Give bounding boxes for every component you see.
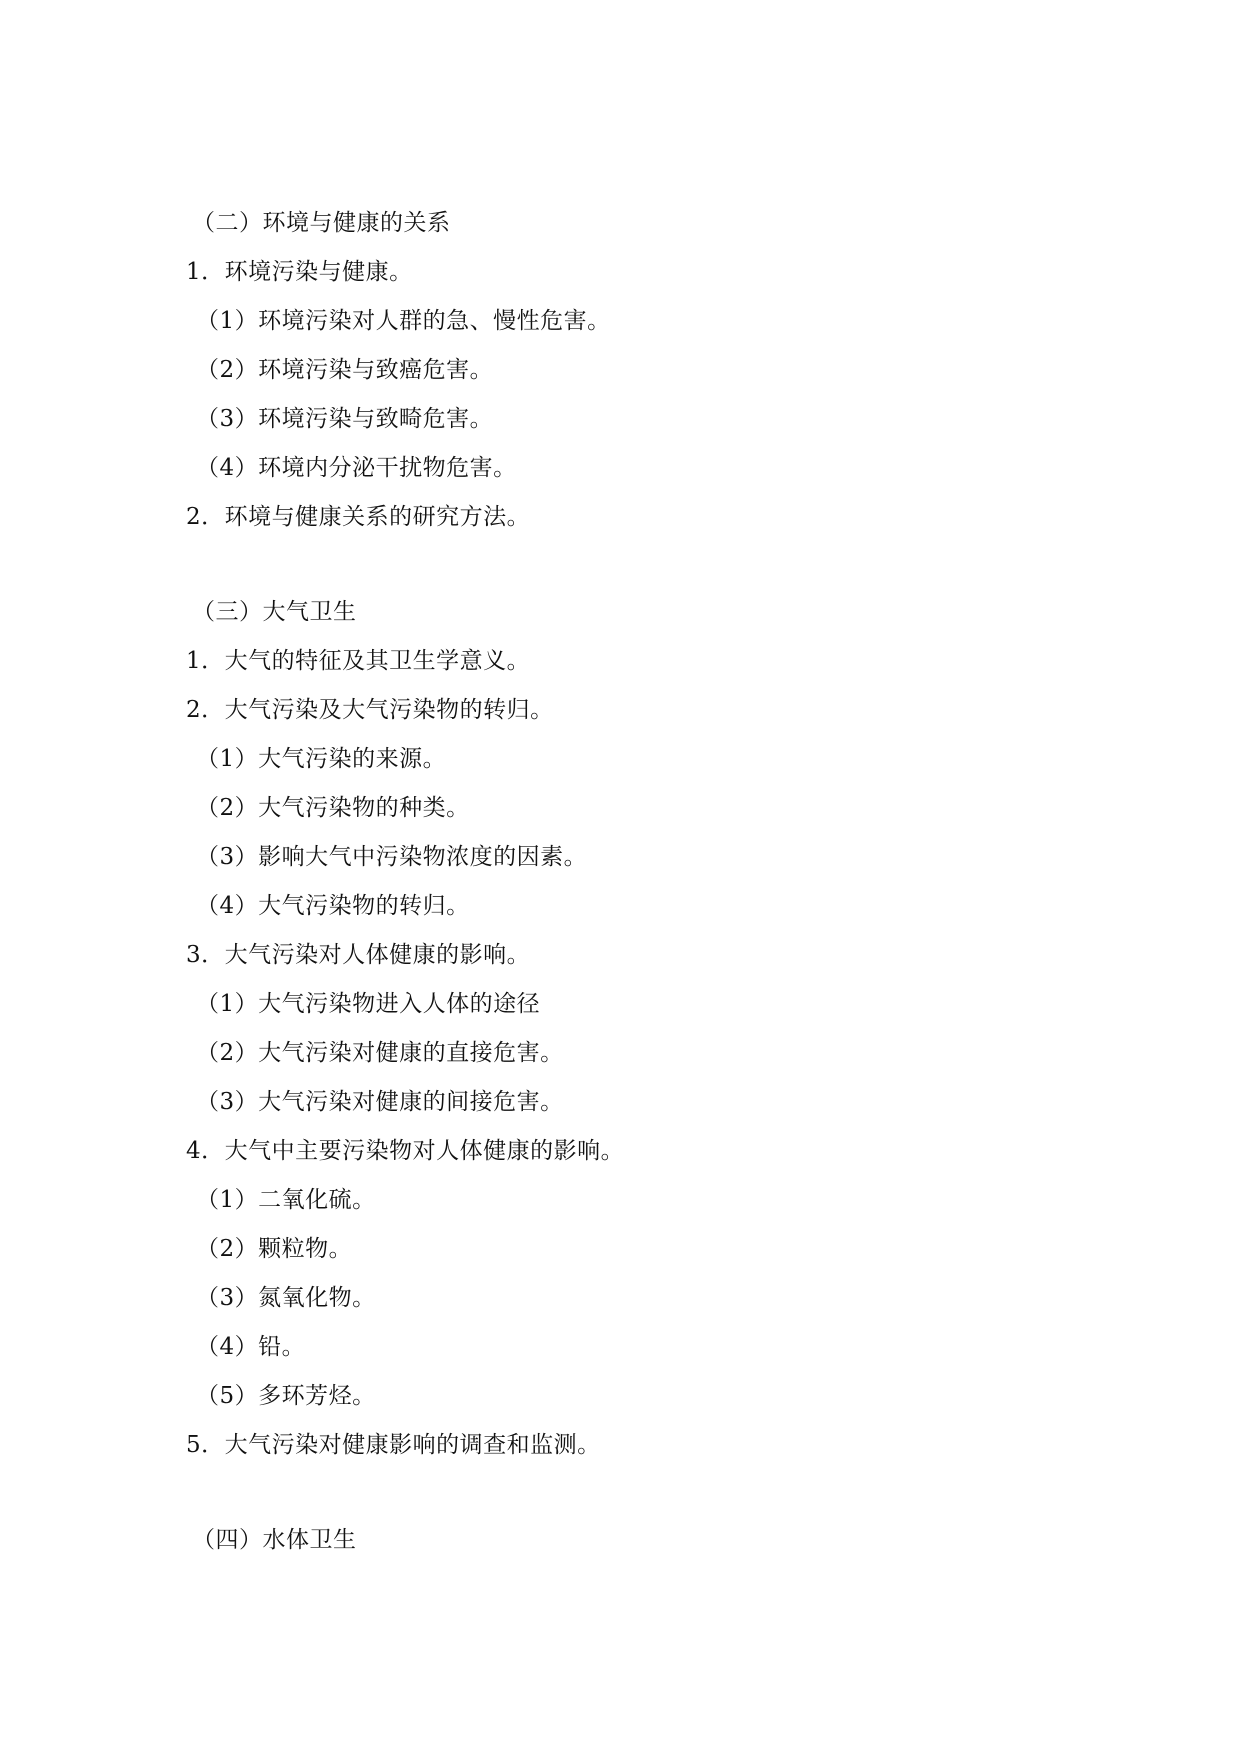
sub-item: （2）大气污染物的种类。 [196,795,470,821]
sub-item: （4）环境内分泌干扰物危害。 [196,455,517,481]
sub-item: （5）多环芳烃。 [196,1383,376,1409]
sub-item: （4）大气污染物的转归。 [196,893,470,919]
numbered-item: 2．环境与健康关系的研究方法。 [186,504,531,530]
numbered-item: 1．大气的特征及其卫生学意义。 [186,648,531,674]
numbered-item: 4．大气中主要污染物对人体健康的影响。 [186,1138,625,1164]
sub-item: （1）大气污染物进入人体的途径 [196,991,541,1017]
sub-item: （3）环境污染与致畸危害。 [196,406,494,432]
sub-item: （1）大气污染的来源。 [196,746,447,772]
sub-item: （4）铅。 [196,1334,306,1360]
section-heading: （二）环境与健康的关系 [192,210,451,236]
sub-item: （1）环境污染对人群的急、慢性危害。 [196,308,611,334]
sub-item: （2）大气污染对健康的直接危害。 [196,1040,564,1066]
sub-item: （2）颗粒物。 [196,1236,353,1262]
sub-item: （2）环境污染与致癌危害。 [196,357,494,383]
sub-item: （3）氮氧化物。 [196,1285,376,1311]
sub-item: （3）大气污染对健康的间接危害。 [196,1089,564,1115]
numbered-item: 3．大气污染对人体健康的影响。 [186,942,531,968]
numbered-item: 2．大气污染及大气污染物的转归。 [186,697,554,723]
section-heading: （四）水体卫生 [192,1527,357,1553]
section-heading: （三）大气卫生 [192,599,357,625]
numbered-item: 5．大气污染对健康影响的调查和监测。 [186,1432,601,1458]
sub-item: （1）二氧化硫。 [196,1187,376,1213]
numbered-item: 1．环境污染与健康。 [186,259,413,285]
sub-item: （3）影响大气中污染物浓度的因素。 [196,844,588,870]
